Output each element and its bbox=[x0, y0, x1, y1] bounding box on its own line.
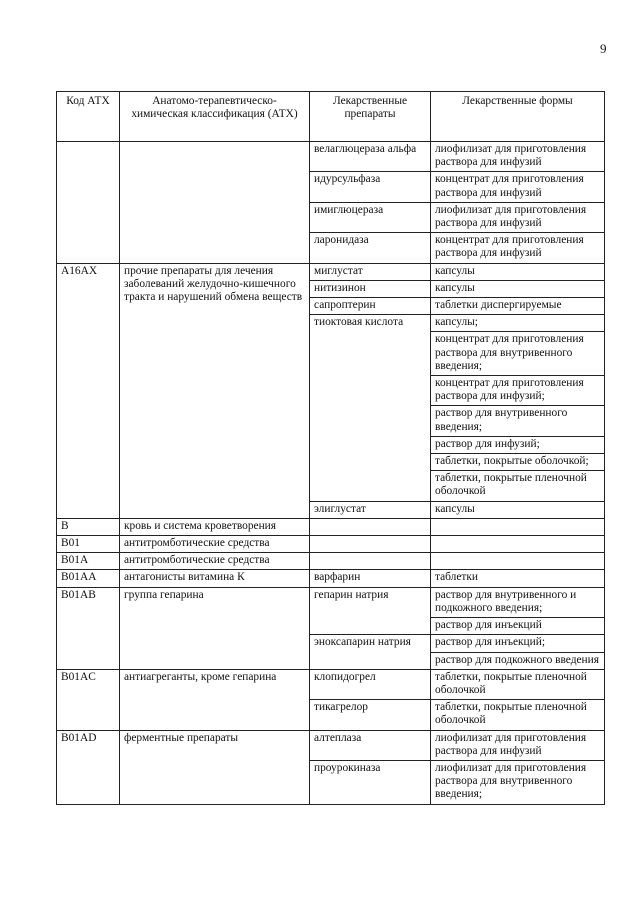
drug-name-cell: имиглюцераза bbox=[310, 202, 431, 232]
drug-form-cell: таблетки, покрытые пленочной оболочкой bbox=[431, 471, 605, 501]
atx-code-cell: B bbox=[57, 518, 120, 535]
drug-name-cell: гепарин натрия bbox=[310, 587, 431, 635]
drug-form-cell: капсулы bbox=[431, 501, 605, 518]
drug-name-cell: идурсульфаза bbox=[310, 172, 431, 202]
drug-name-cell: миглустат bbox=[310, 263, 431, 280]
atx-classification-cell: антитромботические средства bbox=[120, 553, 310, 570]
atx-classification-cell: группа гепарина bbox=[120, 587, 310, 669]
drug-form-cell: раствор для внутривенного введения; bbox=[431, 406, 605, 436]
drug-name-cell: тикагрелор bbox=[310, 700, 431, 730]
drug-form-cell: таблетки диспергируемые bbox=[431, 298, 605, 315]
drug-form-cell: лиофилизат для приготовления раствора для инфузий bbox=[431, 142, 605, 172]
drug-name-cell: алтеплаза bbox=[310, 730, 431, 760]
drug-form-cell: лиофилизат для приготовления раствора для внутривенного введения; bbox=[431, 760, 605, 804]
drug-name-cell bbox=[310, 553, 431, 570]
drug-name-cell: нитизинон bbox=[310, 280, 431, 297]
drug-form-cell: капсулы; bbox=[431, 315, 605, 332]
atx-classification-cell: кровь и система кроветворения bbox=[120, 518, 310, 535]
table-row bbox=[57, 263, 605, 280]
drug-form-cell: раствор для инфузий; bbox=[431, 436, 605, 453]
drug-form-cell: таблетки bbox=[431, 570, 605, 587]
header-drugs: Лекарственные препараты bbox=[310, 92, 431, 142]
drug-name-cell: варфарин bbox=[310, 570, 431, 587]
drug-name-cell: велаглюцераза альфа bbox=[310, 142, 431, 172]
table-row bbox=[57, 553, 605, 570]
drug-name-cell: сапроптерин bbox=[310, 298, 431, 315]
atx-classification-cell: прочие препараты для лечения заболеваний желудочно-кишечного тракта и нарушений обмена веществ bbox=[120, 263, 310, 518]
atx-code-cell: B01A bbox=[57, 553, 120, 570]
drug-form-cell: таблетки, покрытые пленочной оболочкой bbox=[431, 700, 605, 730]
drug-form-cell: лиофилизат для приготовления раствора для инфузий bbox=[431, 202, 605, 232]
drug-name-cell: элиглустат bbox=[310, 501, 431, 518]
drug-name-cell: тиоктовая кислота bbox=[310, 315, 431, 501]
atx-classification-cell: ферментные препараты bbox=[120, 730, 310, 804]
atx-drug-table bbox=[56, 91, 605, 805]
drug-form-cell bbox=[431, 553, 605, 570]
drug-form-cell: раствор для инъекций; bbox=[431, 635, 605, 652]
header-forms: Лекарственные формы bbox=[431, 92, 605, 142]
drug-form-cell: таблетки, покрытые пленочной оболочкой bbox=[431, 669, 605, 699]
drug-form-cell: концентрат для приготовления раствора для инфузий bbox=[431, 233, 605, 263]
drug-name-cell: клопидогрел bbox=[310, 669, 431, 699]
table-body bbox=[57, 142, 605, 805]
table-row bbox=[57, 587, 605, 617]
drug-form-cell: капсулы bbox=[431, 280, 605, 297]
drug-form-cell: раствор для инъекций bbox=[431, 618, 605, 635]
table-row bbox=[57, 570, 605, 587]
atx-code-cell: B01AD bbox=[57, 730, 120, 804]
table-header-row bbox=[57, 92, 605, 142]
atx-classification-cell: антиагреганты, кроме гепарина bbox=[120, 669, 310, 730]
drug-name-cell bbox=[310, 518, 431, 535]
drug-form-cell: концентрат для приготовления раствора для инфузий bbox=[431, 172, 605, 202]
drug-form-cell: концентрат для приготовления раствора для внутривенного введения; bbox=[431, 332, 605, 376]
atx-code-cell: B01AB bbox=[57, 587, 120, 669]
drug-form-cell bbox=[431, 536, 605, 553]
table-row bbox=[57, 536, 605, 553]
drug-name-cell: проурокиназа bbox=[310, 760, 431, 804]
atx-code-cell: B01AA bbox=[57, 570, 120, 587]
page-number: 9 bbox=[600, 41, 607, 56]
drug-form-cell: таблетки, покрытые оболочкой; bbox=[431, 454, 605, 471]
table-row bbox=[57, 142, 605, 172]
header-code: Код АТХ bbox=[57, 92, 120, 142]
drug-form-cell: лиофилизат для приготовления раствора для инфузий bbox=[431, 730, 605, 760]
table-row bbox=[57, 518, 605, 535]
drug-form-cell bbox=[431, 518, 605, 535]
drug-form-cell: раствор для внутривенного и подкожного введения; bbox=[431, 587, 605, 617]
header-classification: Анатомо-терапевтическо-химическая классификация (АТХ) bbox=[120, 92, 310, 142]
atx-code-cell: B01AC bbox=[57, 669, 120, 730]
drug-name-cell bbox=[310, 536, 431, 553]
drug-form-cell: концентрат для приготовления раствора для инфузий; bbox=[431, 376, 605, 406]
drug-name-cell: эноксапарин натрия bbox=[310, 635, 431, 669]
drug-name-cell: ларонидаза bbox=[310, 233, 431, 263]
table-row bbox=[57, 730, 605, 760]
atx-classification-cell: антагонисты витамина К bbox=[120, 570, 310, 587]
atx-code-cell: B01 bbox=[57, 536, 120, 553]
atx-code-cell: A16AX bbox=[57, 263, 120, 518]
drug-form-cell: капсулы bbox=[431, 263, 605, 280]
atx-classification-cell: антитромботические средства bbox=[120, 536, 310, 553]
drug-form-cell: раствор для подкожного введения bbox=[431, 652, 605, 669]
atx-code-cell bbox=[57, 142, 120, 264]
table-row bbox=[57, 669, 605, 699]
atx-classification-cell bbox=[120, 142, 310, 264]
